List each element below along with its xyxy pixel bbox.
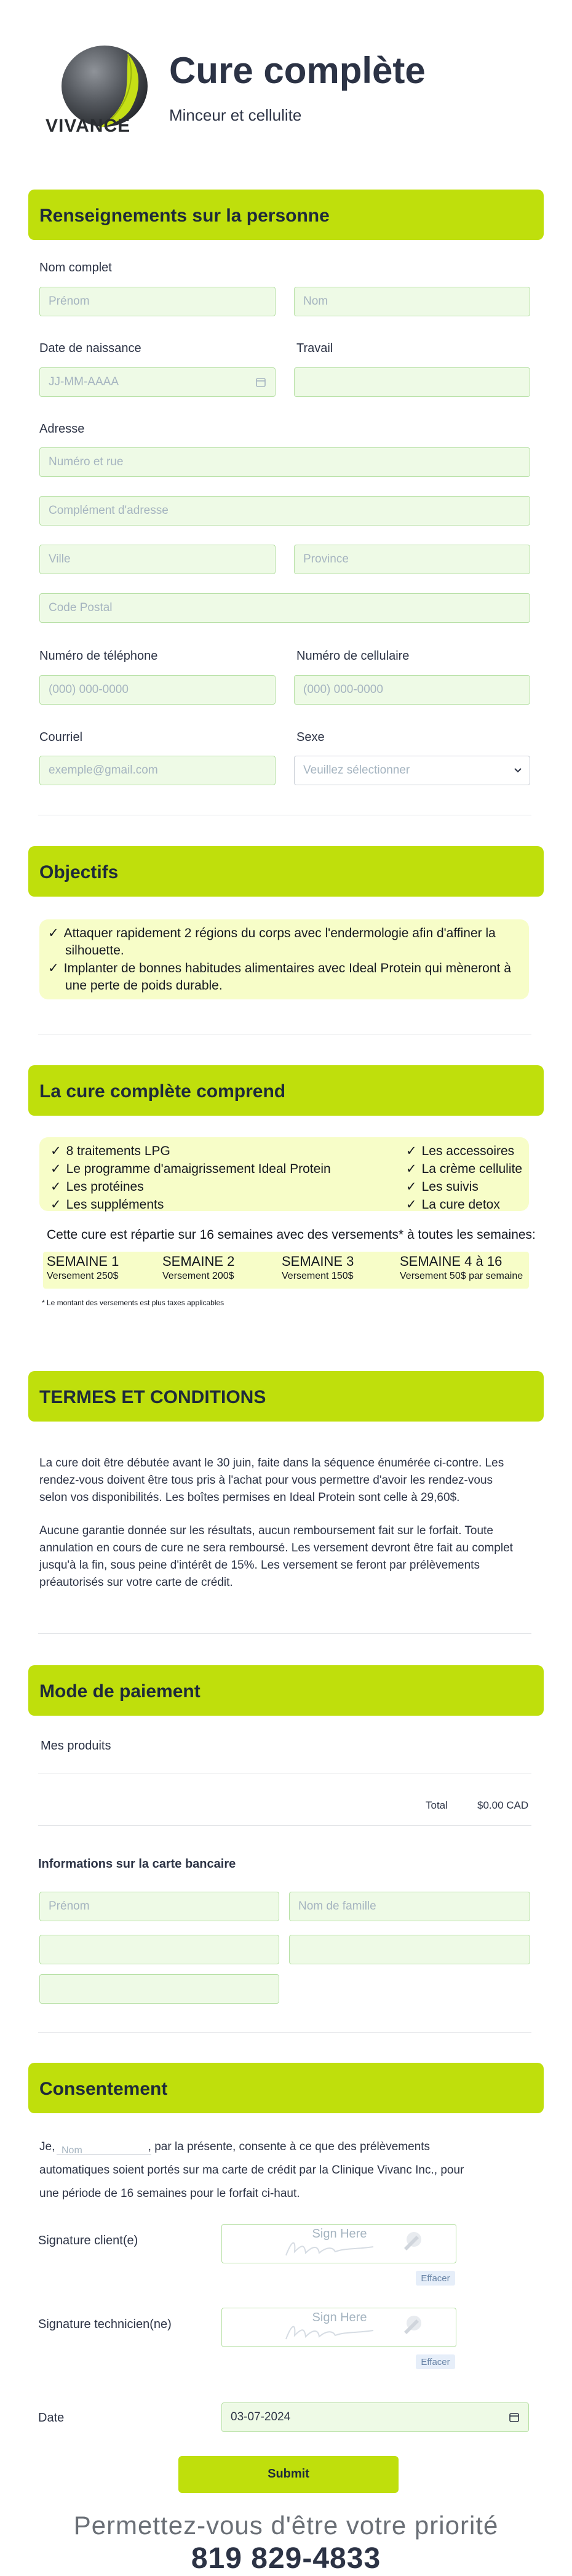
section-consent-heading: Consentement [28,2063,544,2113]
divider [38,1633,531,1634]
list-item: ✓ Les suppléments [50,1197,164,1212]
city-input[interactable]: Ville [39,545,276,574]
fullname-label: Nom complet [39,261,112,274]
check-icon: ✓ [48,961,59,975]
card-first-name-input[interactable]: Prénom [39,1892,279,1921]
birthdate-placeholder: JJ-MM-AAAA [49,375,119,388]
section-terms-heading: TERMES ET CONDITIONS [28,1371,544,1422]
products-label: Mes produits [41,1739,111,1753]
street-input[interactable]: Numéro et rue [39,447,530,477]
tech-signature-label: Signature technicien(ne) [38,2318,172,2331]
birthdate-label: Date de naissance [39,342,141,355]
client-signature-pad[interactable] [221,2224,456,2263]
list-item: ✓ Les accessoires [406,1143,515,1158]
clear-client-signature-button[interactable]: Effacer [416,2271,455,2286]
list-item: ✓ 8 traitements LPG [50,1143,170,1158]
terms-paragraph-2: Aucune garantie donnée sur les résultats, aucun remboursement fait sur le forfait. Toute annulation en cours de cure ne sera remboursé. Les versement devront être fait au complet jusqu'à la fin, sous peine d'intérêt de 15%. Les versement se feront par prélèvements préautorisés sur votre carte de crédit. [39,1524,513,1589]
list-item: ✓ Les suivis [406,1179,479,1194]
objective-item: ✓ Attaquer rapidement 2 régions du corps avec l'endermologie afin d'affiner la silhouette. ✓ Implanter de bonnes habitudes alimentaires avec Ideal Protein qui mèneront à une perte de poids durable. [48,926,511,993]
first-name-input[interactable]: Prénom [39,287,276,316]
postal-code-input[interactable]: Code Postal [39,593,530,623]
sex-placeholder: Veuillez sélectionner [303,764,410,777]
date-value: 03-07-2024 [231,2410,291,2423]
signature-scribble-icon [284,2238,376,2259]
street2-input[interactable]: Complément d'adresse [39,496,530,526]
check-icon: ✓ [406,1197,417,1212]
date-input[interactable] [221,2402,529,2432]
check-icon: ✓ [50,1179,62,1194]
work-input[interactable] [294,367,530,397]
tech-signature-pad[interactable] [221,2308,456,2347]
calendar-icon[interactable] [509,2412,520,2423]
page-title: Cure complète [169,50,426,91]
section-payment-heading: Mode de paiement [28,1665,544,1716]
card-number-input[interactable] [39,1935,279,1964]
consent-text: Je, Nom , par la présente, consente à ce que des prélèvements automatiques soient portés sur ma carte de crédit par la Clinique Vivanc Inc., pour une période de 16 semaines pour le forfait ci-haut. [39,2135,538,2206]
divider [38,2032,531,2033]
page-subtitle: Minceur et cellulite [169,106,302,124]
check-icon: ✓ [50,1197,62,1212]
date-label: Date [38,2411,65,2425]
card-last-name-input[interactable]: Nom de famille [289,1892,530,1921]
chevron-down-icon [514,766,522,775]
sex-label: Sexe [296,730,325,744]
signature-scribble-icon [284,2322,376,2343]
clear-tech-signature-button[interactable]: Effacer [416,2354,455,2369]
total-value: $0.00 CAD [477,1799,529,1811]
logo-text: VIVANCE [46,116,131,136]
week-item: SEMAINE 1 Versement 250$ [47,1254,119,1281]
check-icon: ✓ [50,1161,62,1176]
list-item: ✓ La crème cellulite [406,1161,523,1176]
sign-here-hint: Sign Here [312,2311,367,2324]
week-item: SEMAINE 2 Versement 200$ [162,1254,235,1281]
footnote: * Le montant des versements est plus taxes applicables [42,1298,224,1307]
divider [38,1825,531,1826]
card-expiry-input[interactable] [289,1935,530,1964]
section-person-heading: Renseignements sur la personne [28,190,544,240]
terms-paragraph-1: La cure doit être débutée avant le 30 juin, faite dans la séquence énumérée ci-contre. Les rendez-vous doivent être tous pris à l'achat pour vous permettre d'avoir les rendez-vous selon vos disponibilités. Les boîtes permises en Ideal Protein sont celle à 29,60$. [39,1457,504,1504]
includes-left-list [50,1142,331,1214]
phone-label: Numéro de téléphone [39,649,158,663]
list-item: ✓ Les protéines [50,1179,144,1194]
calendar-icon[interactable] [255,377,266,388]
section-includes-heading: La cure complète comprend [28,1065,544,1116]
check-icon: ✓ [406,1161,417,1176]
check-icon: ✓ [50,1143,62,1158]
check-icon: ✓ [406,1179,417,1194]
last-name-input[interactable]: Nom [294,287,530,316]
birthdate-input[interactable] [39,367,276,397]
sex-select[interactable] [294,756,530,785]
province-input[interactable]: Province [294,545,530,574]
email-label: Courriel [39,730,83,744]
week-item: SEMAINE 3 Versement 150$ [282,1254,354,1281]
section-objectives-heading: Objectifs [28,846,544,897]
address-label: Adresse [39,422,85,436]
list-item: ✓ Le programme d'amaigrissement Ideal Protein [50,1161,331,1176]
check-icon: ✓ [48,926,59,940]
spread-text: Cette cure est répartie sur 16 semaines avec des versements* à toutes les semaines: [47,1228,536,1242]
email-input[interactable]: exemple@gmail.com [39,756,276,785]
card-heading: Informations sur la carte bancaire [38,1857,236,1871]
footer-phone: 819 829-4833 [191,2542,381,2575]
card-cvc-input[interactable] [39,1974,279,2004]
list-item: ✓ La cure detox [406,1197,500,1212]
phone-input[interactable]: (000) 000-0000 [39,675,276,705]
check-icon: ✓ [406,1143,417,1158]
week-item: SEMAINE 4 à 16 Versement 50$ par semaine [400,1254,523,1281]
client-signature-label: Signature client(e) [38,2234,138,2247]
consent-name-input[interactable]: Nom [57,2138,151,2155]
pen-icon [399,2313,424,2335]
sign-here-hint: Sign Here [312,2227,367,2241]
submit-button[interactable]: Submit [178,2456,399,2493]
pen-icon [399,2230,424,2252]
work-label: Travail [296,342,333,355]
total-label: Total [426,1799,448,1811]
footer-tagline: Permettez-vous d'être votre priorité [73,2511,499,2540]
includes-right-list [406,1142,522,1214]
cell-input[interactable]: (000) 000-0000 [294,675,530,705]
cell-label: Numéro de cellulaire [296,649,410,663]
